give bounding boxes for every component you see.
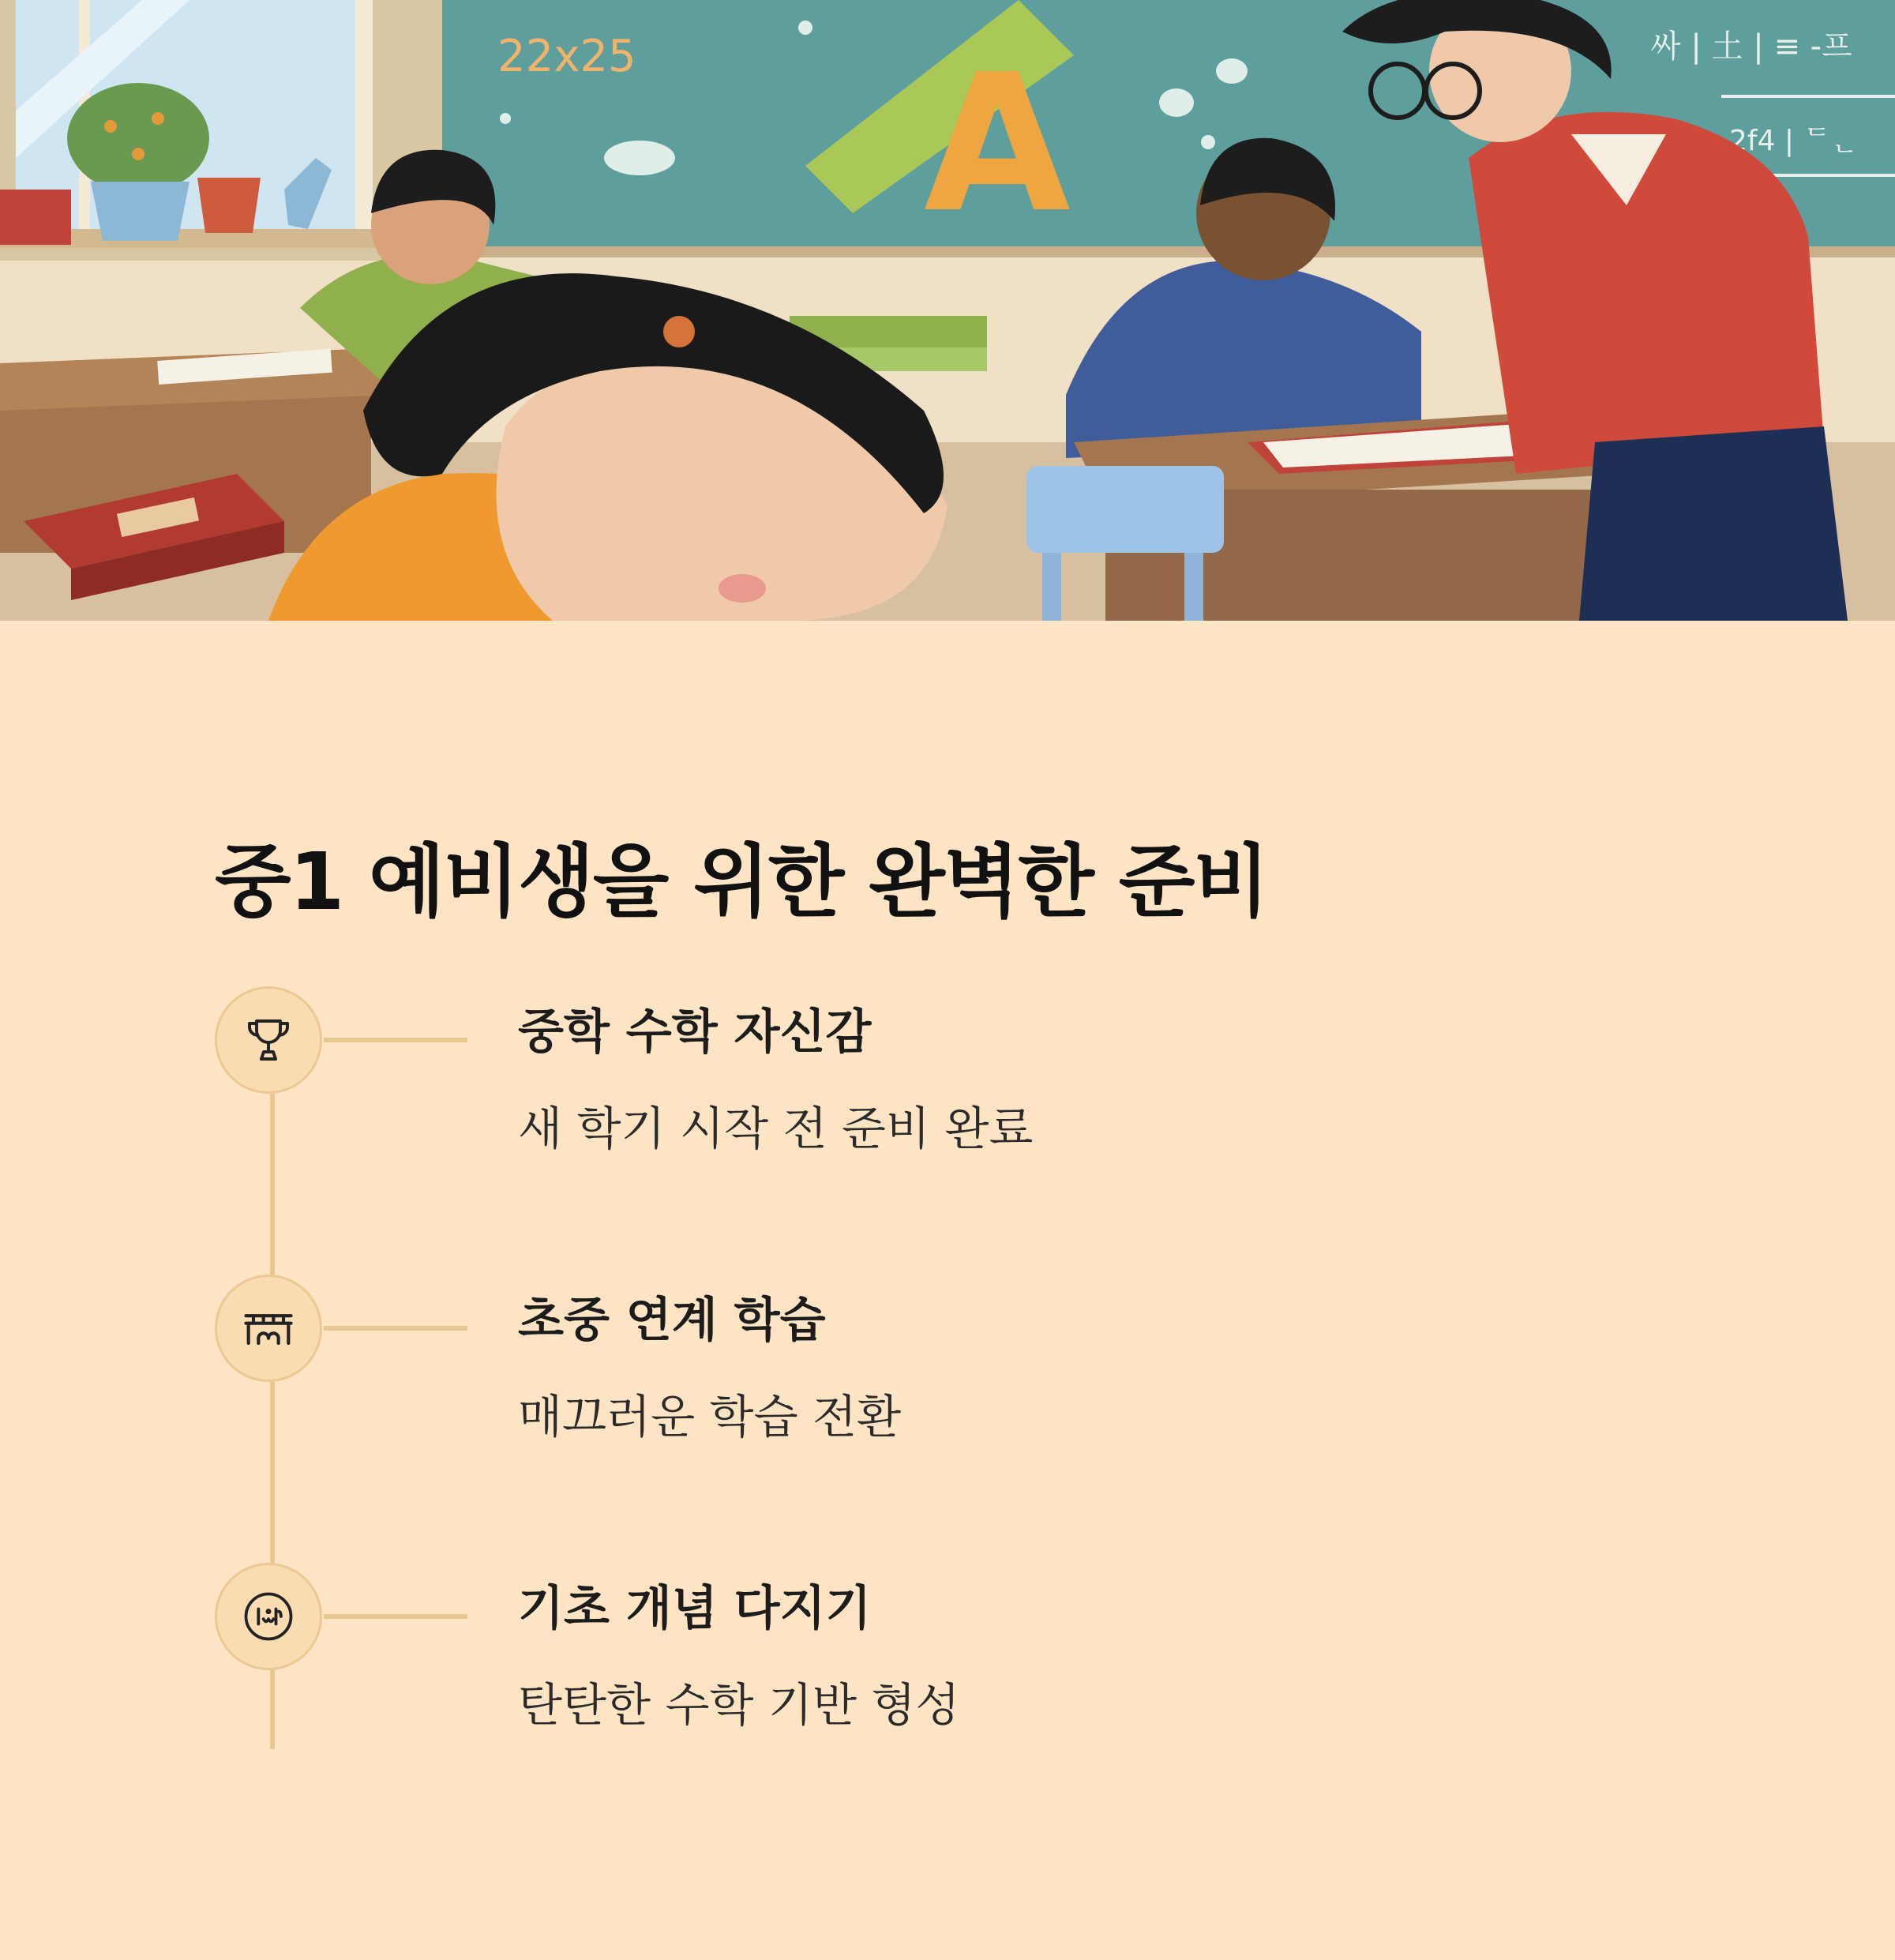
svg-text:싸 | 土 | ≡ -프: 싸 | 土 | ≡ -프 (1650, 28, 1852, 65)
svg-text:2f4 | ᄃᆫ: 2f4 | ᄃᆫ (1729, 125, 1859, 157)
step-title: 초중 연계 학습 (518, 1293, 826, 1348)
bridge-icon (215, 1275, 322, 1382)
step-title: 중학 수학 자신감 (518, 1004, 872, 1060)
chalkboard-letter: A (924, 33, 1071, 254)
chalk-equation: 22x25 (497, 31, 636, 82)
page-title: 중1 예비생을 위한 완벽한 준비 (215, 835, 1269, 928)
step-description: 탄탄한 수학 기반 형성 (518, 1678, 960, 1732)
timeline-step (0, 1563, 1895, 1752)
trophy-icon (215, 986, 322, 1094)
step-connector (324, 1614, 467, 1619)
timeline-step (0, 1275, 1895, 1464)
step-description: 매끄러운 학습 전환 (518, 1390, 902, 1444)
timeline-step (0, 986, 1895, 1176)
step-description: 새 학기 시작 전 준비 완료 (518, 1102, 1034, 1155)
step-connector (324, 1326, 467, 1331)
step-title: 기초 개념 다지기 (518, 1581, 872, 1636)
foundation-seal-icon (215, 1563, 322, 1670)
step-connector (324, 1038, 467, 1042)
hero-illustration (0, 0, 1895, 621)
